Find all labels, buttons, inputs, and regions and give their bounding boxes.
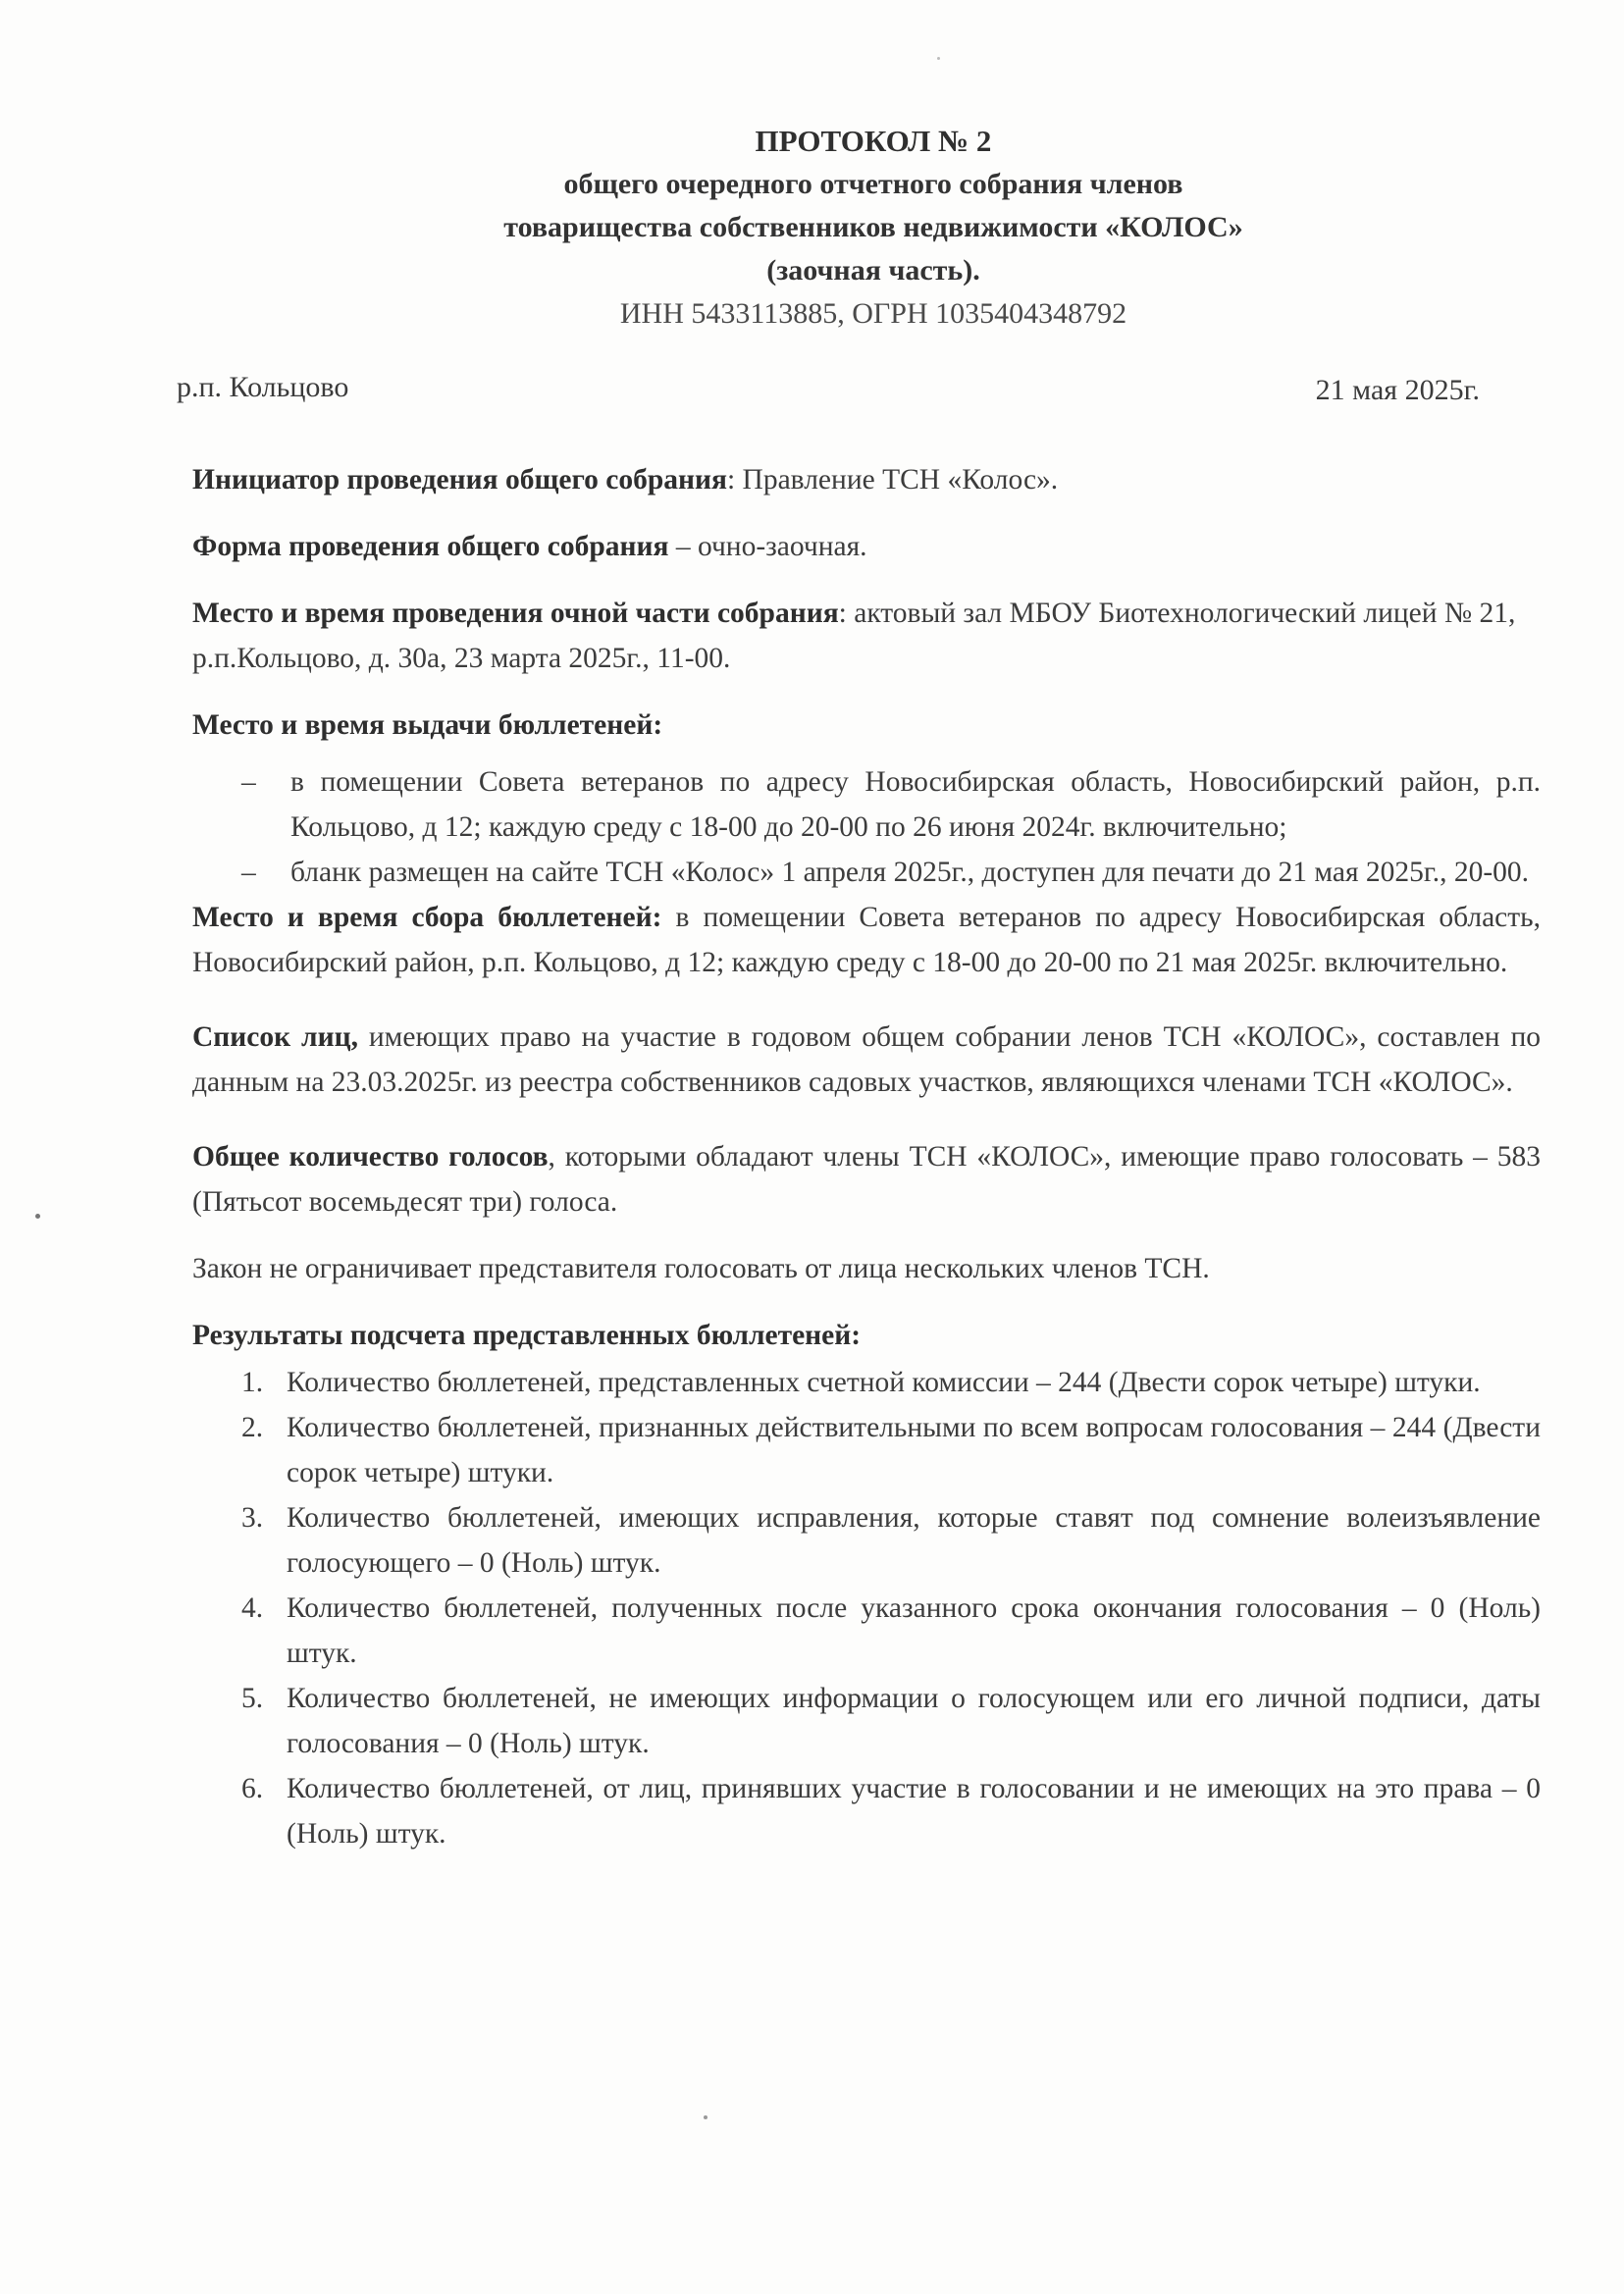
law-paragraph: Закон не ограничивает представителя голосовать от лица нескольких членов ТСН.	[192, 1253, 1210, 1284]
scan-speck	[937, 57, 940, 60]
dash-marker: –	[241, 857, 256, 888]
item-text: Количество бюллетеней, признанных действительными по всем вопросам голосования – 244 (Двести сорок четыре) штуки.	[287, 1412, 1541, 1488]
initiator-label: Инициатор проведения общего собрания	[192, 464, 727, 495]
protocol-ids: ИНН 5433113885, ОГРН 1035404348792	[619, 297, 1127, 330]
scan-speck	[35, 1214, 40, 1219]
item-text: Количество бюллетеней, от лиц, принявших участие в голосовании и не имеющих на это права – 0 (Ноль) штук.	[287, 1773, 1541, 1850]
collect-text: в помещении Совета ветеранов по адресу Новосибирская область, Новосибирский район, р.п. Кольцово, д 12; каждую среду с 18-00 до 20-00 по 21 мая 2025г. включительно.	[192, 902, 1541, 978]
list-paragraph	[192, 1015, 1541, 1105]
list-item	[192, 759, 1541, 850]
issue-heading	[192, 703, 1541, 748]
document-body	[192, 457, 1541, 1856]
protocol-subtitle-line-2: товарищества собственников недвижимости «КОЛОС»	[503, 211, 1243, 243]
document-date: 21 мая 2025г.	[1315, 374, 1480, 406]
item-text: Количество бюллетеней, представленных счетной комиссии – 244 (Двести сорок четыре) штуки.	[287, 1367, 1481, 1398]
issue-item-text: в помещении Совета ветеранов по адресу Новосибирская область, Новосибирский район, р.п. Кольцово, д 12; каждую среду с 18-00 до 20-00 по 26 июня 2024г. включительно;	[290, 766, 1541, 843]
votes-text: , которыми обладают члены ТСН «КОЛОС», имеющие право голосовать – 583 (Пятьсот восемьдесят три) голоса.	[192, 1141, 1541, 1218]
list-item	[192, 850, 1541, 895]
venue-paragraph	[192, 591, 1541, 681]
list-item	[192, 1405, 1541, 1495]
protocol-subtitle-line-3: (заочная часть).	[766, 254, 980, 287]
initiator-paragraph	[192, 457, 1541, 502]
item-text: Количество бюллетеней, имеющих исправления, которые ставят под сомнение волеизъявление голосующего – 0 (Ноль) штук.	[287, 1502, 1541, 1579]
item-number: 1.	[241, 1367, 264, 1398]
list-item	[192, 1766, 1541, 1856]
item-number: 4.	[241, 1592, 264, 1624]
form-paragraph	[192, 524, 1541, 569]
protocol-header	[0, 120, 1624, 336]
results-label: Результаты подсчета представленных бюллетеней:	[192, 1320, 862, 1351]
venue-text: : актовый зал МБОУ Биотехнологический лицей № 21, р.п.Кольцово, д. 30а, 23 марта 2025г., 11-00.	[192, 598, 1516, 674]
form-label: Форма проведения общего собрания	[192, 531, 669, 562]
item-text: Количество бюллетеней, полученных после указанного срока окончания голосования – 0 (Ноль) штук.	[287, 1592, 1541, 1669]
votes-label: Общее количество голосов	[192, 1141, 549, 1173]
issue-list	[192, 759, 1541, 895]
list-text: имеющих право на участие в годовом общем собрании ленов ТСН «КОЛОС», составлен по данным на 23.03.2025г. из реестра собственников садовых участков, являющихся членами ТСН «КОЛОС».	[192, 1021, 1542, 1098]
list-item	[192, 1360, 1541, 1405]
list-item	[192, 1495, 1541, 1586]
protocol-subtitle-line-1: общего очередного отчетного собрания членов	[563, 168, 1183, 200]
votes-paragraph	[192, 1134, 1541, 1225]
item-number: 6.	[241, 1773, 264, 1804]
item-text: Количество бюллетеней, не имеющих информации о голосующем или его личной подписи, даты голосования – 0 (Ноль) штук.	[287, 1683, 1541, 1759]
issue-item-text: бланк размещен на сайте ТСН «Колос» 1 апреля 2025г., доступен для печати до 21 мая 2025г., 20-00.	[290, 857, 1530, 888]
collect-label: Место и время сбора бюллетеней:	[192, 902, 662, 933]
item-number: 2.	[241, 1412, 264, 1443]
item-number: 3.	[241, 1502, 264, 1534]
form-text: – очно-заочная.	[668, 531, 867, 562]
list-item	[192, 1586, 1541, 1676]
venue-label: Место и время проведения очной части собрания	[192, 598, 839, 629]
item-number: 5.	[241, 1683, 264, 1714]
results-list	[192, 1360, 1541, 1856]
issue-label: Место и время выдачи бюллетеней:	[192, 709, 663, 741]
initiator-text: : Правление ТСН «Колос».	[726, 464, 1059, 495]
list-label: Список лиц,	[192, 1021, 358, 1053]
list-item	[192, 1676, 1541, 1766]
results-heading	[192, 1313, 1541, 1358]
dash-marker: –	[241, 766, 256, 798]
collect-paragraph	[192, 895, 1541, 985]
protocol-title: ПРОТОКОЛ № 2	[755, 124, 992, 158]
document-place: р.п. Кольцово	[177, 371, 349, 403]
scan-speck	[704, 2115, 707, 2119]
